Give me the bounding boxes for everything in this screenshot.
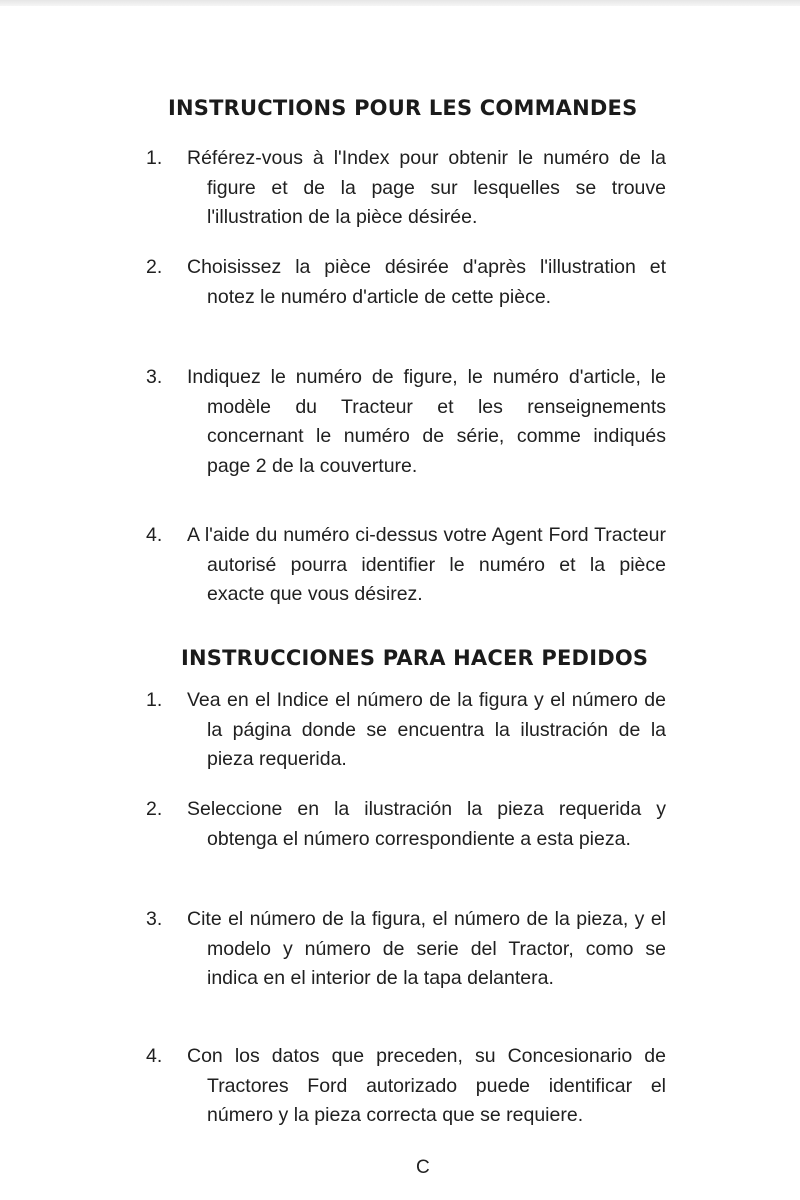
heading-french: INSTRUCTIONS POUR LES COMMANDES bbox=[168, 96, 638, 120]
item-text: Référez-vous à l'Index pour obtenir le numéro de la figure et de la page sur lesquelles se trouve l'illustration de la pièce désirée. bbox=[187, 147, 666, 228]
list-item-fr-4 bbox=[146, 521, 666, 610]
list-item-es-3 bbox=[146, 905, 666, 994]
list-item-es-1 bbox=[146, 686, 666, 775]
item-text: Vea en el Indice el número de la figura y el número de la página donde se encuentra la ilustración de la pieza requerida. bbox=[187, 689, 666, 770]
item-text: A l'aide du numéro ci-dessus votre Agent Ford Tracteur autorisé pourra identifier le numéro et la pièce exacte que vous désirez. bbox=[187, 524, 666, 605]
item-number: 3. bbox=[146, 908, 163, 930]
list-item-fr-2 bbox=[146, 253, 666, 312]
list-item-fr-3 bbox=[146, 363, 666, 481]
page-letter: C bbox=[416, 1157, 430, 1178]
item-number: 1. bbox=[146, 147, 163, 169]
item-number: 4. bbox=[146, 1045, 163, 1067]
list-item-es-2 bbox=[146, 795, 666, 854]
item-number: 2. bbox=[146, 256, 163, 278]
list-item-es-4 bbox=[146, 1042, 666, 1131]
item-text: Indiquez le numéro de figure, le numéro d'article, le modèle du Tracteur et les renseignements concernant le numéro de série, comme indiqués page 2 de la couverture. bbox=[187, 366, 666, 477]
item-text: Cite el número de la figura, el número de la pieza, y el modelo y número de serie del Tractor, como se indica en el interior de la tapa delantera. bbox=[187, 908, 666, 989]
heading-spanish: INSTRUCCIONES PARA HACER PEDIDOS bbox=[181, 646, 649, 670]
item-number: 4. bbox=[146, 524, 163, 546]
item-number: 1. bbox=[146, 689, 163, 711]
item-number: 3. bbox=[146, 366, 163, 388]
list-item-fr-1 bbox=[146, 144, 666, 233]
item-text: Seleccione en la ilustración la pieza requerida y obtenga el número correspondiente a esta pieza. bbox=[187, 798, 666, 850]
item-number: 2. bbox=[146, 798, 163, 820]
item-text: Choisissez la pièce désirée d'après l'illustration et notez le numéro d'article de cette pièce. bbox=[187, 256, 666, 308]
item-text: Con los datos que preceden, su Concesionario de Tractores Ford autorizado puede identificar el número y la pieza correcta que se requiere. bbox=[187, 1045, 666, 1126]
